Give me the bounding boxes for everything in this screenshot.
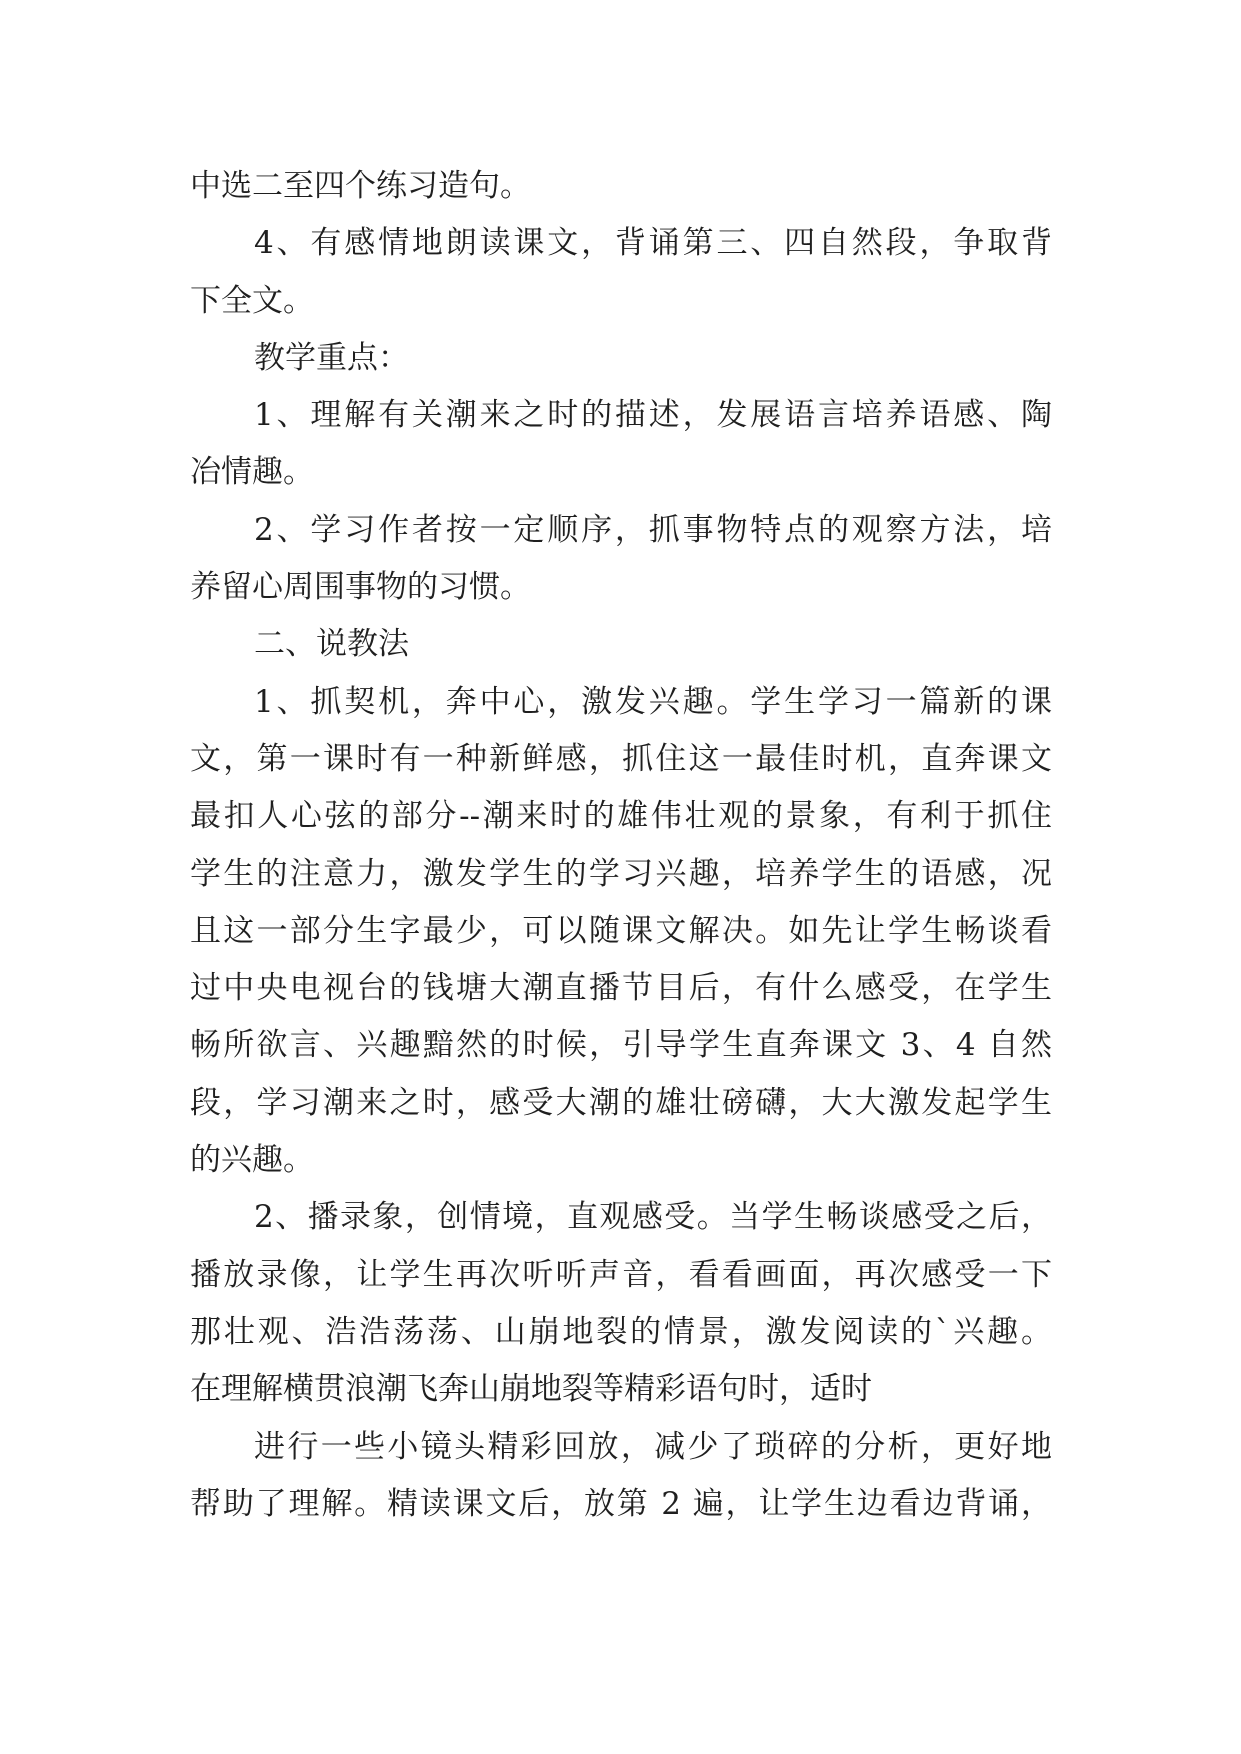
section-heading: 二、说教法 <box>254 626 409 663</box>
text-line: 1、抓契机，奔中心，激发兴趣。学生学习一篇新的课 <box>254 683 1052 720</box>
text-line: 下全文。 <box>190 282 314 319</box>
text-line: 过中央电视台的钱塘大潮直播节目后，有什么感受，在学生 <box>190 970 1052 1007</box>
text-line: 2、播录象，创情境，直观感受。当学生畅谈感受之后， <box>254 1199 1052 1236</box>
text-line: 那壮观、浩浩荡荡、山崩地裂的情景，激发阅读的`兴趣。 <box>190 1313 1052 1350</box>
section-heading: 教学重点： <box>254 339 409 376</box>
text-line: 播放录像，让学生再次听听声音，看看画面，再次感受一下 <box>190 1256 1052 1293</box>
text-line: 进行一些小镜头精彩回放，减少了琐碎的分析，更好地 <box>254 1428 1052 1465</box>
text-line: 帮助了理解。精读课文后，放第 2 遍，让学生边看边背诵， <box>190 1485 1052 1522</box>
text-line: 的兴趣。 <box>190 1142 314 1179</box>
text-line: 最扣人心弦的部分--潮来时的雄伟壮观的景象，有利于抓住 <box>190 798 1052 835</box>
document-body <box>190 158 1052 1533</box>
text-line: 冶情趣。 <box>190 454 314 491</box>
text-line: 中选二至四个练习造句。 <box>190 168 531 204</box>
text-line: 畅所欲言、兴趣黯然的时候，引导学生直奔课文 3、4 自然 <box>190 1027 1052 1064</box>
text-line: 学生的注意力，激发学生的学习兴趣，培养学生的语感，况 <box>190 855 1052 892</box>
text-line: 4、有感情地朗读课文，背诵第三、四自然段，争取背 <box>254 225 1052 262</box>
text-line: 在理解横贯浪潮飞奔山崩地裂等精彩语句时，适时 <box>190 1371 872 1408</box>
text-line: 2、学习作者按一定顺序，抓事物特点的观察方法，培 <box>254 511 1052 548</box>
text-line: 且这一部分生字最少，可以随课文解决。如先让学生畅谈看 <box>190 912 1052 949</box>
text-line: 养留心周围事物的习惯。 <box>190 569 531 606</box>
text-line: 文，第一课时有一种新鲜感，抓住这一最佳时机，直奔课文 <box>190 740 1052 777</box>
text-line: 1、理解有关潮来之时的描述，发展语言培养语感、陶 <box>254 397 1052 434</box>
text-line: 段，学习潮来之时，感受大潮的雄壮磅礴，大大激发起学生 <box>190 1084 1052 1121</box>
